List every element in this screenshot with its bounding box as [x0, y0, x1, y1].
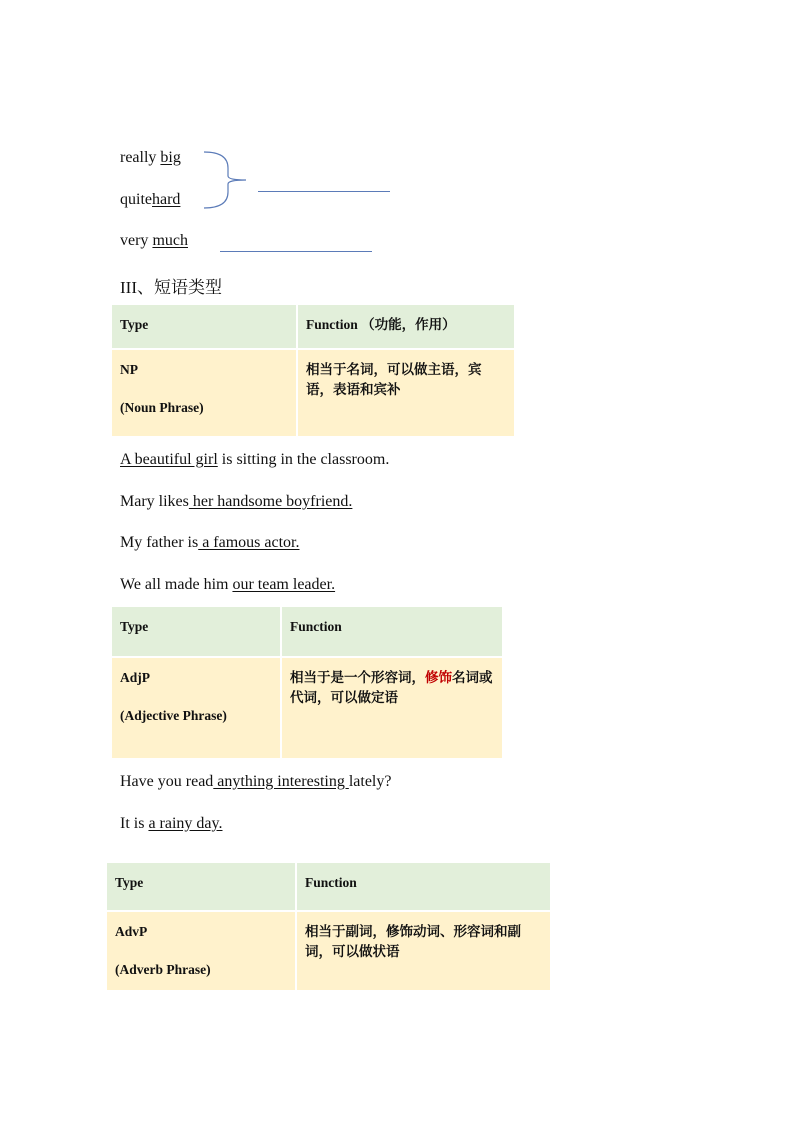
type-name: NP [120, 362, 138, 377]
adverb-line-3 [120, 232, 188, 250]
header-function: Function （功能，作用） [298, 305, 514, 348]
type-name: AdvP [115, 924, 148, 939]
example-sentence: A beautiful girl is sitting in the classroom. [120, 451, 390, 468]
example-sentence: It is a rainy day. [120, 815, 223, 832]
function-cell: 相当于副词，修饰动词、形容词和副词，可以做状语 [297, 912, 550, 990]
type-name: AdjP [120, 670, 150, 685]
example-sentence: We all made him our team leader. [120, 576, 336, 593]
header-type: Type [112, 607, 280, 656]
type-cell [112, 350, 296, 436]
example-sentence: My father is a famous actor. [120, 534, 300, 551]
adverb-head: hard [152, 191, 181, 208]
example-sentence: Have you read anything interesting lately? [120, 773, 392, 790]
adverb-line-2 [120, 191, 180, 209]
type-full-name: (Adjective Phrase) [120, 708, 227, 723]
type-cell [112, 658, 280, 758]
adverb-word: very [120, 232, 149, 249]
adverb-head: big [160, 149, 181, 166]
header-type: Type [112, 305, 296, 348]
advp-table [105, 861, 552, 992]
np-table [110, 303, 516, 438]
type-cell [107, 912, 295, 990]
function-cell: 相当于名词，可以做主语，宾语，表语和宾补 [298, 350, 514, 436]
answer-blank-1 [258, 191, 390, 192]
curly-brace-icon [200, 148, 260, 212]
adverb-head: much [152, 232, 188, 249]
type-full-name: (Adverb Phrase) [115, 962, 211, 977]
example-sentence: Mary likes her handsome boyfriend. [120, 493, 353, 510]
highlight-text: 修饰 [425, 670, 452, 685]
adverb-line-1 [120, 149, 181, 167]
header-type: Type [107, 863, 295, 910]
type-full-name: (Noun Phrase) [120, 400, 204, 415]
answer-blank-2 [220, 251, 372, 252]
adverb-word: quite [120, 191, 152, 208]
adverb-word: really [120, 149, 157, 166]
function-cell: 相当于是一个形容词，修饰名词或代词，可以做定语 [282, 658, 502, 758]
section-title: III、短语类型 [120, 278, 222, 297]
header-function: Function [282, 607, 502, 656]
adjp-table [110, 605, 504, 760]
header-function: Function [297, 863, 550, 910]
